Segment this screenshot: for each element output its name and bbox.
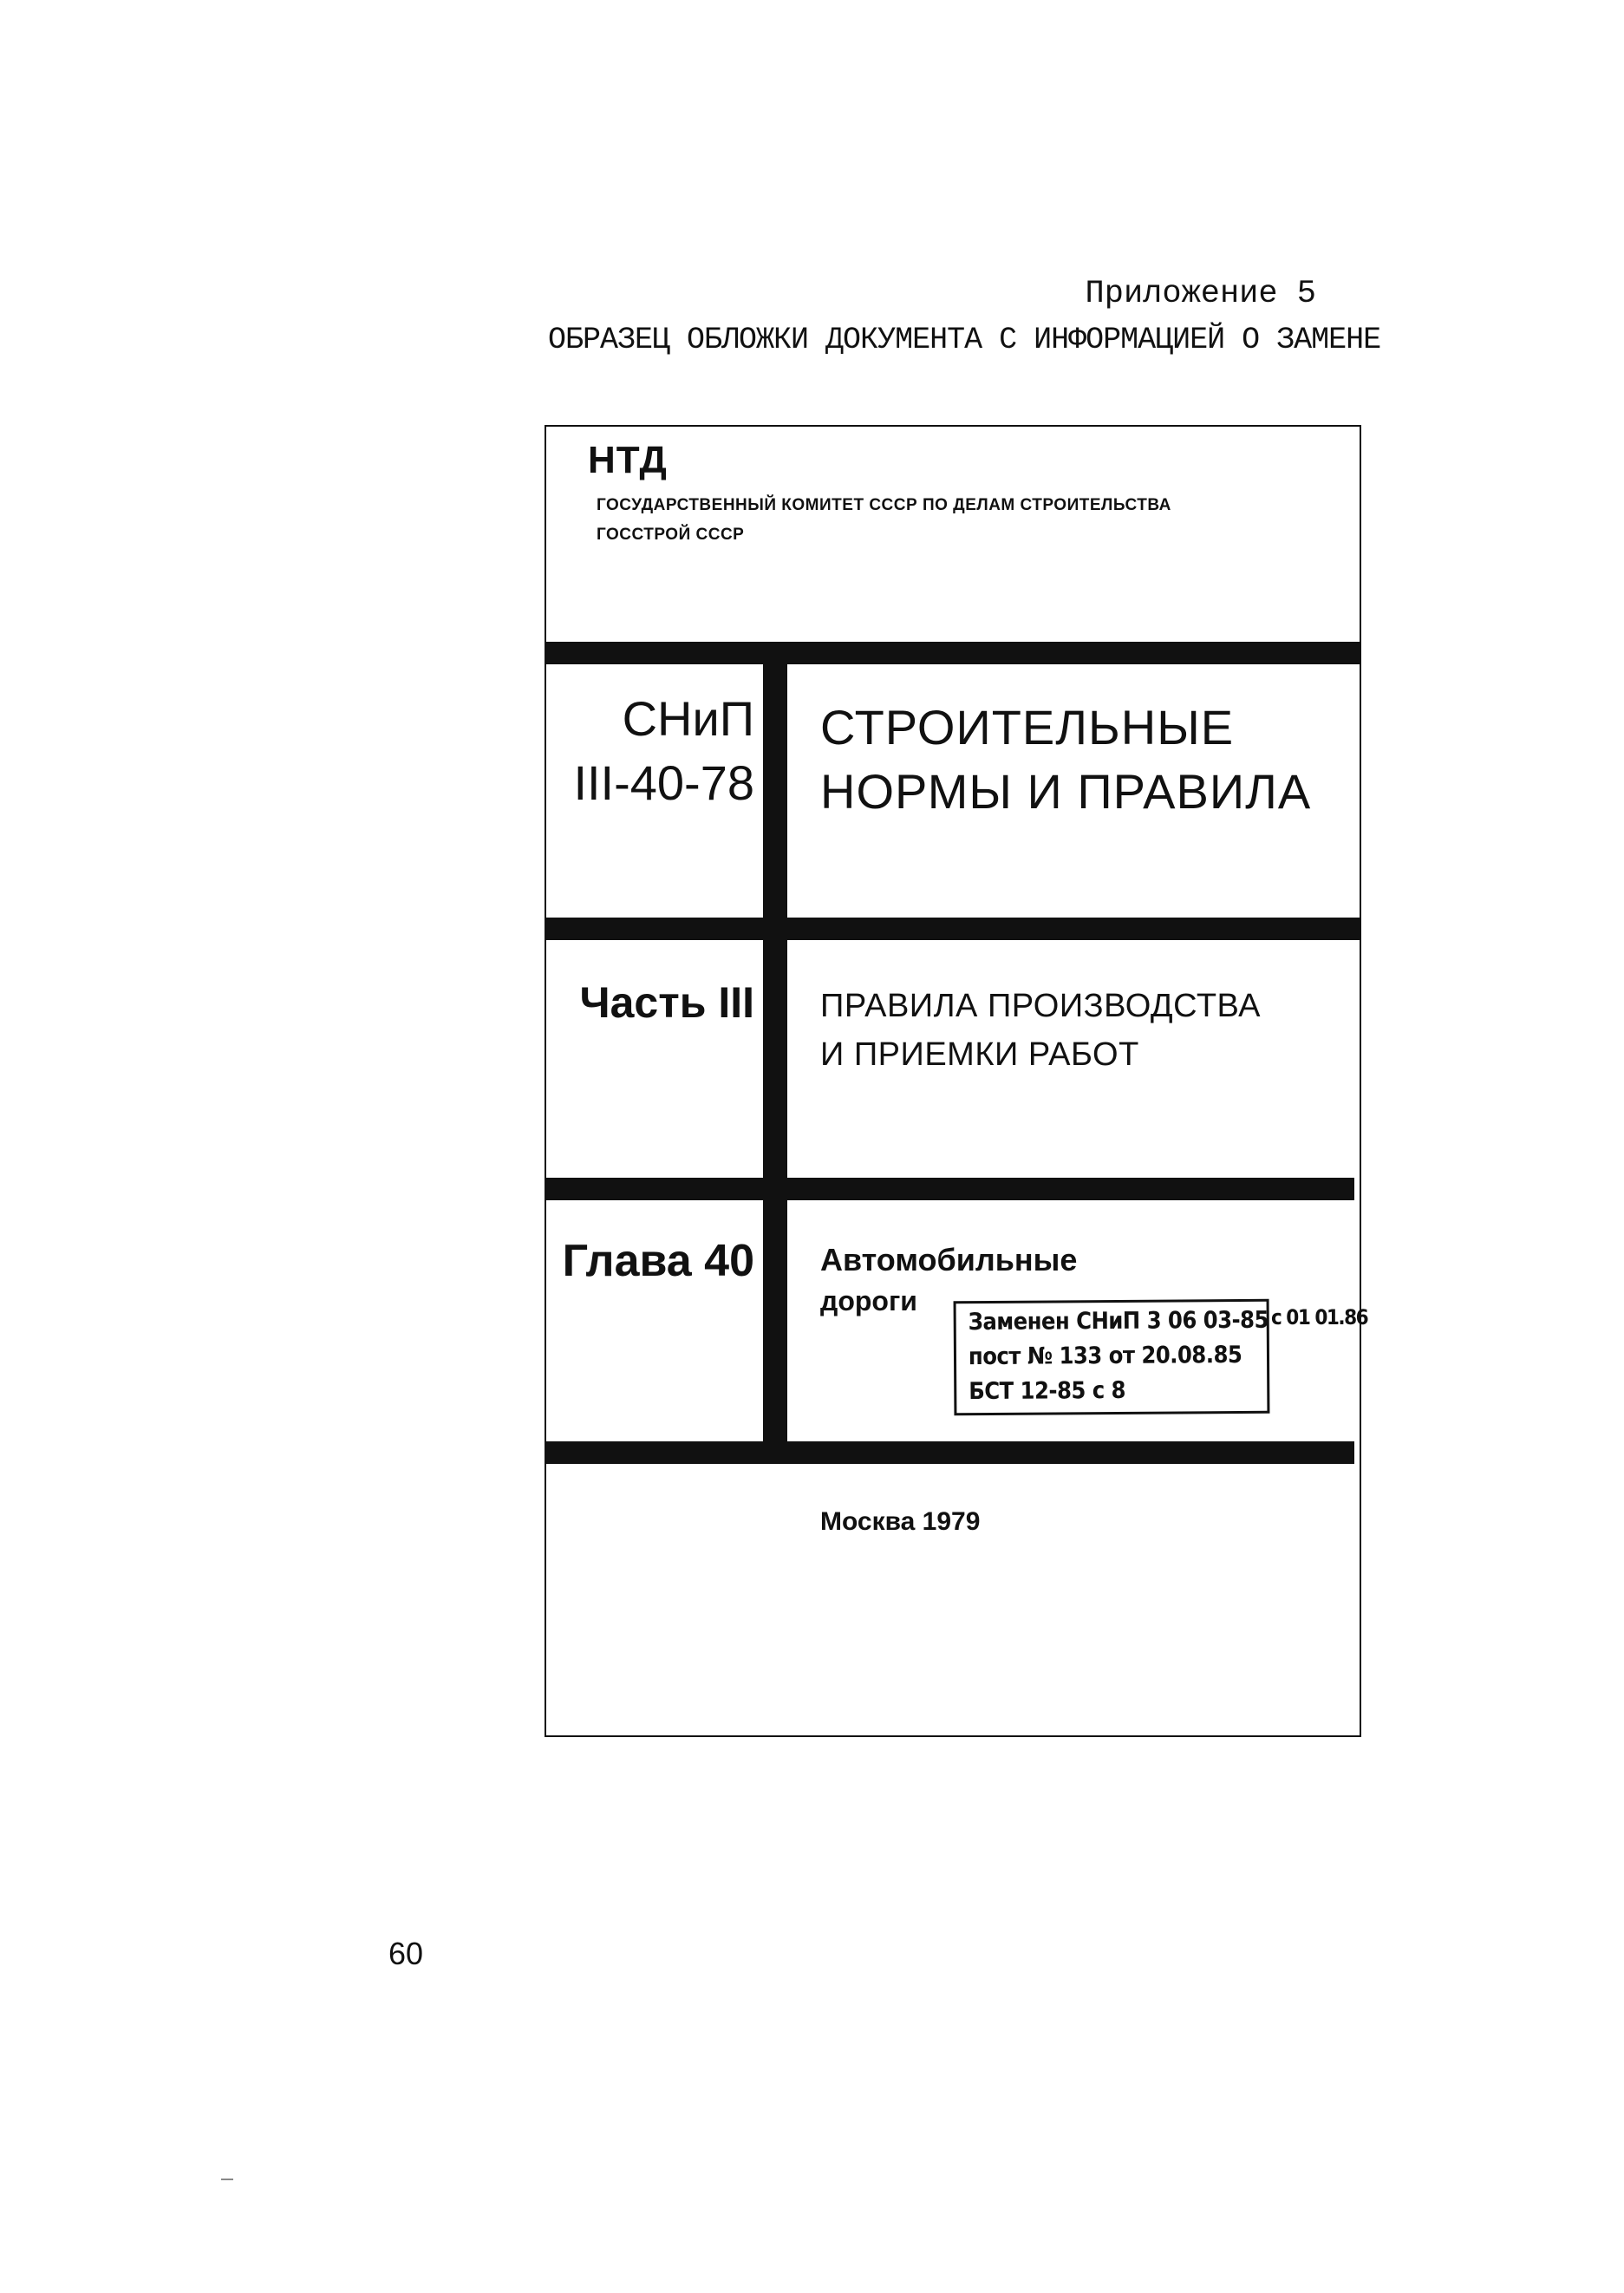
part-label: Часть III <box>579 978 754 1027</box>
scan-artifact <box>221 2179 233 2180</box>
part-title-line-2: И ПРИЕМКИ РАБОТ <box>820 1036 1139 1073</box>
stamp-effective-date: с 01 01.86 <box>1271 1305 1368 1329</box>
committee-name: ГОСУДАРСТВЕННЫЙ КОМИТЕТ СССР ПО ДЕЛАМ СТРОИТЕЛЬСТВА <box>597 496 1171 514</box>
divider-band-4 <box>546 1441 1354 1464</box>
title-line-2: НОРМЫ И ПРАВИЛА <box>820 764 1312 819</box>
stamp-line-1: Заменен СНиП 3 06 03-85 <box>968 1306 1269 1336</box>
column-divider <box>763 642 787 1464</box>
document-cover <box>545 425 1368 1737</box>
chapter-title-line-1: Автомобильные <box>820 1242 1078 1277</box>
publication-place-year: Москва 1979 <box>820 1507 981 1536</box>
committee-short-name: ГОССТРОЙ СССР <box>597 526 745 544</box>
code-number: III-40-78 <box>573 755 754 810</box>
divider-band-1 <box>546 642 1361 664</box>
part-title-line-1: ПРАВИЛА ПРОИЗВОДСТВА <box>820 988 1261 1024</box>
replacement-stamp <box>954 1299 1270 1416</box>
divider-band-2 <box>546 918 1361 940</box>
document-title <box>820 696 1311 824</box>
page-number: 60 <box>388 1936 424 1971</box>
stamp-line-2: пост № 133 от 20.08.85 <box>968 1341 1242 1371</box>
divider-band-3 <box>546 1178 1354 1200</box>
stamp-line-3: БСТ 12-85 с 8 <box>969 1376 1126 1406</box>
part-title <box>820 982 1261 1079</box>
appendix-label: Приложение 5 <box>1085 276 1316 312</box>
ntd-heading: НТД <box>588 439 668 481</box>
document-code <box>546 687 754 815</box>
chapter-title-line-2: дороги <box>820 1285 917 1316</box>
title-line-1: СТРОИТЕЛЬНЫЕ <box>820 700 1235 755</box>
appendix-title: ОБРАЗЕЦ ОБЛОЖКИ ДОКУМЕНТА С ИНФОРМАЦИЕЙ О ЗАМЕНЕ <box>548 323 1381 357</box>
code-type: СНиП <box>622 691 754 746</box>
chapter-label: Глава 40 <box>562 1236 754 1286</box>
